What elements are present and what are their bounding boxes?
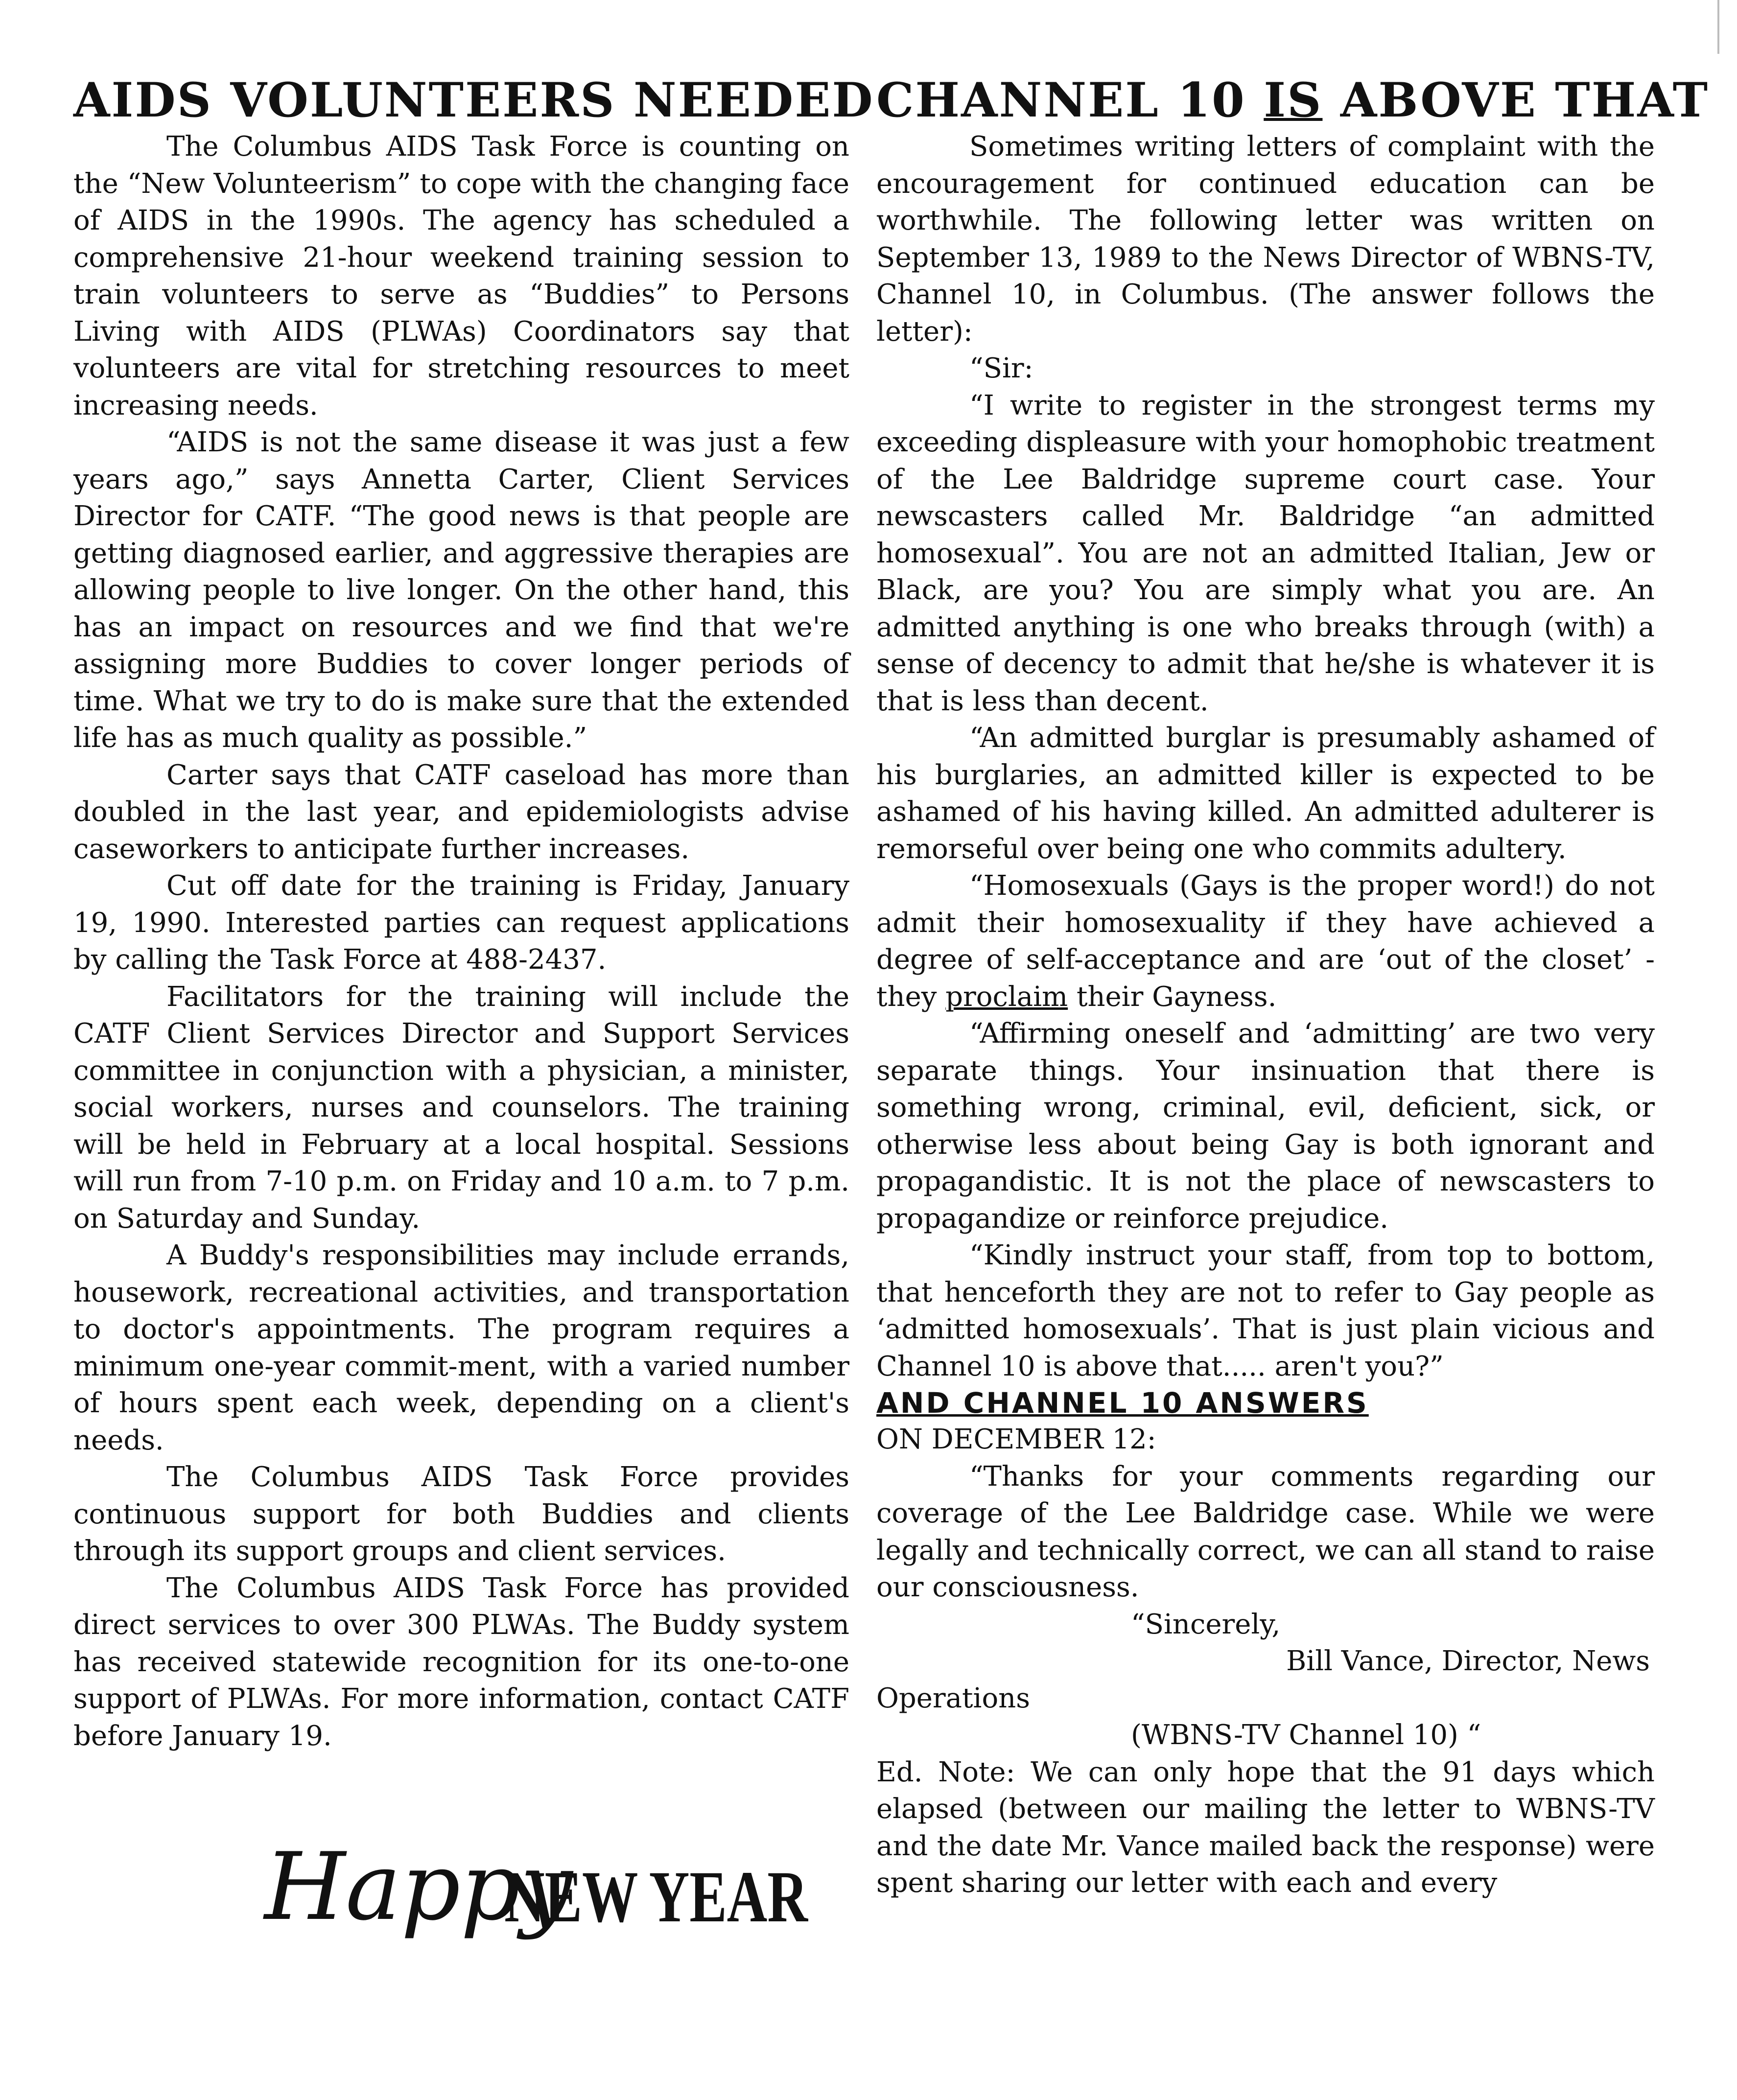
right-column [876, 72, 1710, 1902]
aids-volunteers-headline: AIDS VOLUNTEERS NEEDED [73, 72, 874, 128]
answer-paragraph: “Thanks for your comments regarding our coverage of the Lee Baldridge case. While we were legally and technically correct, we can all stand to raise our consciousness. [876, 1460, 1655, 1603]
new-year-text: NEW YEAR [504, 1856, 809, 1937]
headline-part: ABOVE THAT [1322, 72, 1710, 128]
letter-paragraph [876, 867, 1655, 1015]
signature-line: Bill Vance, Director, News [1286, 1645, 1650, 1677]
letter-paragraph: “Kindly instruct your staff, from top to bottom, that henceforth they are not to refer to Gay people as ‘admitted homosexuals’. That is just plain vicious and Channel 10 is above that..... aren't you?” [876, 1239, 1655, 1382]
happy-script-text: Happy [264, 1833, 573, 1941]
letter-salutation: “Sir: [969, 352, 1033, 384]
article-paragraph: The Columbus AIDS Task Force is counting on the “New Volunteerism” to cope with the changing face of AIDS in the 1990s. The agency has scheduled a comprehensive 21-hour weekend training session to train volunteers to serve as “Buddies” to Persons Living with AIDS (PLWAs) Coordinators say that volunteers are vital for stretching resources to meet increasing needs. [73, 131, 849, 421]
article-paragraph: Sometimes writing letters of complaint with the encouragement for continued education can be worthwhile. The following letter was written on September 13, 1989 to the News Director of WBNS-TV, Channel 10, in Columbus. (The answer follows the letter): [876, 131, 1655, 348]
article-paragraph: “AIDS is not the same disease it was just a few years ago,” says Annetta Carter, Client Services Director for CATF. “The good news is that people are getting diagnosed earlier, and aggressive therapies are allowing people to live longer. On the other hand, this has an impact on resources and we find that we're assigning more Buddies to cover longer periods of time. What we try to do is make sure that the extended life has as much quality as possible.” [73, 426, 849, 754]
happy-new-year-graphic [259, 1821, 822, 1968]
article-paragraph: The Columbus AIDS Task Force has provided direct services to over 300 PLWAs. The Buddy system has received statewide recognition for its one-to-one support of PLWAs. For more information, contact CATF before January 19. [73, 1572, 849, 1752]
station-line: (WBNS-TV Channel 10) “ [1131, 1719, 1481, 1751]
letter-paragraph: “An admitted burglar is presumably ashamed of his burglaries, an admitted killer is expected to be ashamed of his having killed. An admitted adulterer is remorseful over being one who commits adultery. [876, 722, 1655, 865]
letter-paragraph: “Affirming oneself and ‘admitting’ are two very separate things. Your insinuation that there is something wrong, criminal, evil, deficient, sick, or otherwise less about being Gay is both ignorant and propagandistic. It is not the place of newscasters to propagandize or reinforce prejudice. [876, 1018, 1655, 1235]
signoff: “Sincerely, [1131, 1608, 1281, 1640]
page-edge-line [1717, 0, 1719, 54]
editor-note: Ed. Note: We can only hope that the 91 days which elapsed (between our mailing the letter to WBNS-TV and the date Mr. Vance mailed back the response) were spent sharing our letter with each and every [876, 1756, 1655, 1899]
channel-10-headline [876, 72, 1710, 128]
underlined-word: proclaim [945, 980, 1068, 1013]
article-paragraph: A Buddy's responsibilities may include errands, housework, recreational activities, and transportation to doctor's appointments. The program requires a minimum one-year commit-ment, with a varied number of hours spent each week, depending on a client's needs. [73, 1239, 849, 1456]
article-paragraph: The Columbus AIDS Task Force provides continuous support for both Buddies and clients through its support groups and client services. [73, 1461, 849, 1567]
left-column [73, 72, 874, 1754]
signature-line-2: Operations [876, 1682, 1030, 1714]
headline-part: CHANNEL 10 [876, 72, 1264, 128]
article-paragraph: Cut off date for the training is Friday, January 19, 1990. Interested parties can request applications by calling the Task Force at 488-2437. [73, 870, 849, 976]
text-run: “Homosexuals (Gays is the proper word!) do not admit their homosexuality if they have achieved a degree of self-acceptance and are ‘out of the closet’ - they [876, 870, 1655, 1013]
channel-10-answers-subhead: AND CHANNEL 10 ANSWERS [876, 1386, 1369, 1420]
headline-underlined-word: IS [1264, 72, 1323, 128]
article-paragraph: Facilitators for the training will include the CATF Client Services Director and Support Services committee in conjunction with a physician, a minister, social workers, nurses and counselors. The training will be held in February at a local hospital. Sessions will run from 7-10 p.m. on Friday and 10 a.m. to 7 p.m. on Saturday and Sunday. [73, 980, 849, 1235]
text-run: their Gayness. [1068, 980, 1277, 1013]
letter-paragraph: “I write to register in the strongest terms my exceeding displeasure with your homophobic treatment of the Lee Baldridge supreme court case. Your newscasters called Mr. Baldridge “an admitted homosexual”. You are not an admitted Italian, Jew or Black, are you? You are simply what you are. An admitted anything is one who breaks through (with) a sense of decency to admit that he/she is whatever it is that is less than decent. [876, 389, 1655, 717]
answer-date: ON DECEMBER 12: [876, 1423, 1156, 1455]
article-paragraph: Carter says that CATF caseload has more than doubled in the last year, and epidemiologists advise caseworkers to anticipate further increases. [73, 759, 849, 865]
